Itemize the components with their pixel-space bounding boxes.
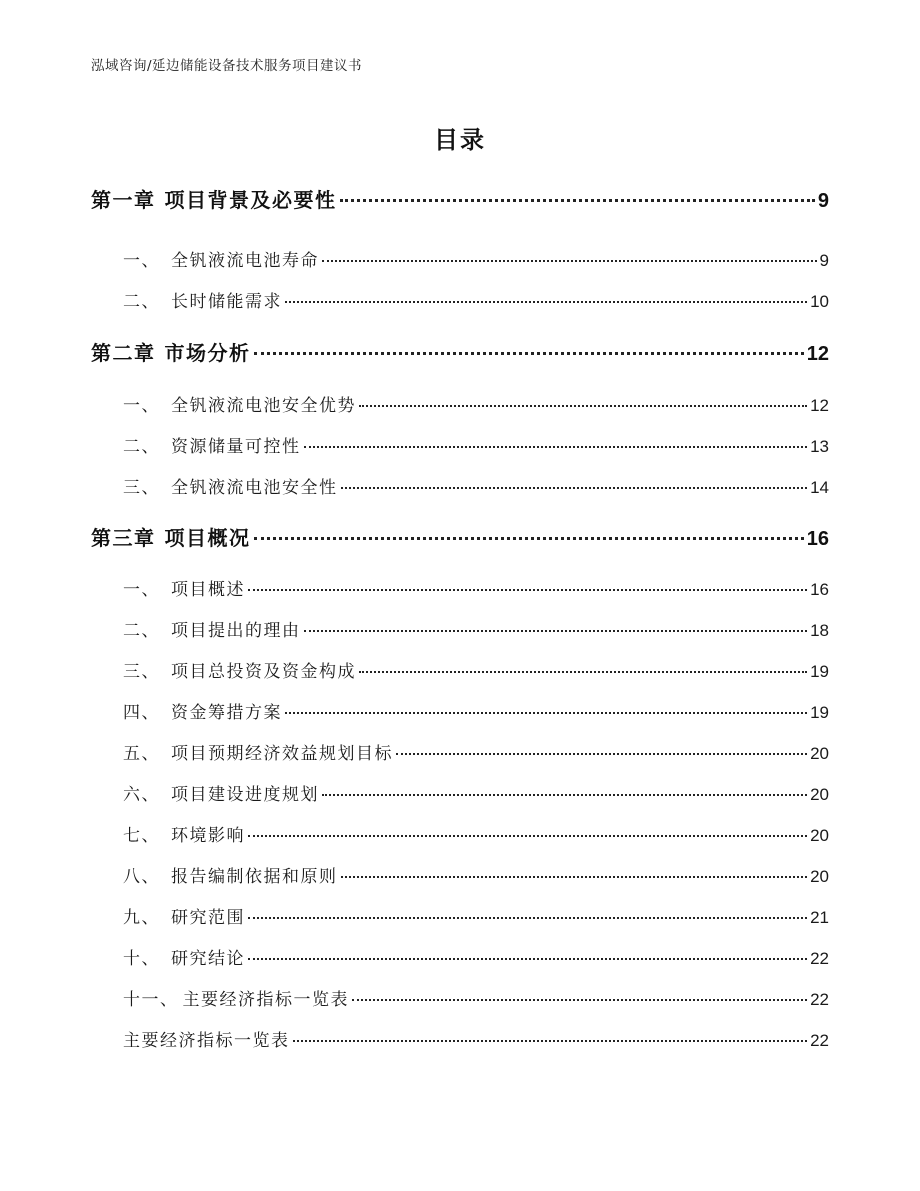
toc-entry-page: 14 — [810, 478, 829, 497]
toc-entry-label: 项目概况 — [164, 526, 251, 550]
toc-entry-page: 21 — [810, 908, 829, 927]
toc-entry-label: 全钒液流电池安全优势 — [171, 396, 356, 416]
toc-entry-number: 二、 — [123, 621, 160, 641]
toc-entry-number: 十一、 — [123, 990, 179, 1010]
toc-entry-number: 第三章 — [91, 526, 156, 550]
toc-entry-section[interactable] — [123, 944, 829, 969]
toc-entry-number: 三、 — [123, 478, 160, 498]
dot-leader — [359, 671, 807, 673]
dot-leader — [304, 630, 808, 632]
toc-entry-section[interactable] — [123, 780, 829, 805]
dot-leader — [322, 794, 807, 796]
dot-leader — [304, 446, 808, 448]
toc-entry-page: 22 — [810, 1031, 829, 1050]
toc-entry-chapter-1[interactable] — [91, 184, 829, 213]
toc-entry-label: 资金筹措方案 — [171, 703, 282, 723]
toc-entry-number: 四、 — [123, 703, 160, 723]
toc-entry-number: 三、 — [123, 662, 160, 682]
dot-leader — [396, 753, 807, 755]
toc-entry-label: 主要经济指标一览表 — [182, 990, 349, 1010]
dot-leader — [248, 835, 807, 837]
toc-entry-section[interactable] — [123, 391, 829, 416]
toc-entry-label: 市场分析 — [164, 341, 251, 365]
dot-leader — [285, 301, 807, 303]
toc-entry-section[interactable] — [123, 616, 829, 641]
toc-entry-page: 9 — [819, 251, 829, 270]
toc-entry-section[interactable] — [123, 739, 829, 764]
dot-leader — [254, 537, 804, 540]
toc-entry-page: 12 — [806, 343, 829, 365]
toc-entry-page: 22 — [810, 990, 829, 1009]
toc-entry-number: 二、 — [123, 292, 160, 312]
dot-leader — [359, 405, 807, 407]
dot-leader — [341, 487, 808, 489]
dot-leader — [352, 999, 807, 1001]
toc-entry-number: 一、 — [123, 251, 160, 271]
toc-entry-page: 10 — [810, 292, 829, 311]
toc-entry-label: 项目提出的理由 — [171, 621, 301, 641]
toc-entry-page: 16 — [806, 528, 829, 550]
dot-leader — [340, 199, 815, 202]
toc-entry-label: 项目预期经济效益规划目标 — [171, 744, 393, 764]
toc-entry-page: 12 — [810, 396, 829, 415]
toc-entry-section[interactable] — [123, 821, 829, 846]
toc-entry-number: 第二章 — [91, 341, 156, 365]
document-header: 泓域咨询/延边储能设备技术服务项目建议书 — [91, 58, 363, 74]
toc-entry-section[interactable] — [123, 657, 829, 682]
toc-entry-chapter-2[interactable] — [91, 337, 829, 366]
toc-entry-section[interactable] — [123, 287, 829, 312]
toc-entry-label: 研究范围 — [171, 908, 245, 928]
dot-leader — [248, 917, 807, 919]
dot-leader — [254, 352, 804, 355]
toc-entry-label: 主要经济指标一览表 — [123, 1031, 290, 1051]
toc-entry-section[interactable] — [123, 903, 829, 928]
toc-entry-number: 七、 — [123, 826, 160, 846]
toc-entry-label: 报告编制依据和原则 — [171, 867, 338, 887]
toc-entry-section[interactable] — [123, 432, 829, 457]
toc-entry-number: 八、 — [123, 867, 160, 887]
dot-leader — [248, 589, 807, 591]
toc-entry-page: 16 — [810, 580, 829, 599]
toc-entry-number: 九、 — [123, 908, 160, 928]
toc-entry-section[interactable] — [123, 575, 829, 600]
toc-entry-label: 项目总投资及资金构成 — [171, 662, 356, 682]
toc-entry-number: 一、 — [123, 580, 160, 600]
toc-entry-page: 9 — [817, 190, 829, 212]
toc-entry-page: 22 — [810, 949, 829, 968]
toc-entry-page: 18 — [810, 621, 829, 640]
toc-entry-section[interactable] — [123, 698, 829, 723]
toc-entry-label: 项目建设进度规划 — [171, 785, 319, 805]
toc-entry-section[interactable] — [123, 1026, 829, 1051]
dot-leader — [285, 712, 807, 714]
toc-entry-section[interactable] — [123, 985, 829, 1010]
toc-entry-number: 第一章 — [91, 188, 156, 212]
toc-entry-page: 20 — [810, 826, 829, 845]
toc-entry-label: 全钒液流电池寿命 — [171, 251, 319, 271]
dot-leader — [341, 876, 808, 878]
toc-entry-chapter-3[interactable] — [91, 522, 829, 551]
toc-entry-number: 五、 — [123, 744, 160, 764]
toc-entry-page: 19 — [810, 662, 829, 681]
toc-entry-page: 20 — [810, 744, 829, 763]
toc-entry-number: 二、 — [123, 437, 160, 457]
toc-entry-number: 六、 — [123, 785, 160, 805]
toc-entry-page: 20 — [810, 785, 829, 804]
toc-entry-label: 项目概述 — [171, 580, 245, 600]
dot-leader — [293, 1040, 808, 1042]
toc-entry-label: 长时储能需求 — [171, 292, 282, 312]
toc-entry-section[interactable] — [123, 473, 829, 498]
toc-entry-page: 20 — [810, 867, 829, 886]
dot-leader — [248, 958, 807, 960]
toc-entry-label: 环境影响 — [171, 826, 245, 846]
toc-entry-number: 十、 — [123, 949, 160, 969]
toc-entry-section[interactable] — [123, 862, 829, 887]
toc-entry-label: 资源储量可控性 — [171, 437, 301, 457]
toc-entry-section[interactable] — [123, 246, 829, 271]
toc-entry-label: 研究结论 — [171, 949, 245, 969]
toc-entry-page: 19 — [810, 703, 829, 722]
page-title: 目录 — [434, 126, 486, 154]
toc-entry-label: 全钒液流电池安全性 — [171, 478, 338, 498]
toc-entry-number: 一、 — [123, 396, 160, 416]
dot-leader — [322, 260, 817, 262]
toc-entry-label: 项目背景及必要性 — [164, 188, 337, 212]
toc-entry-page: 13 — [810, 437, 829, 456]
